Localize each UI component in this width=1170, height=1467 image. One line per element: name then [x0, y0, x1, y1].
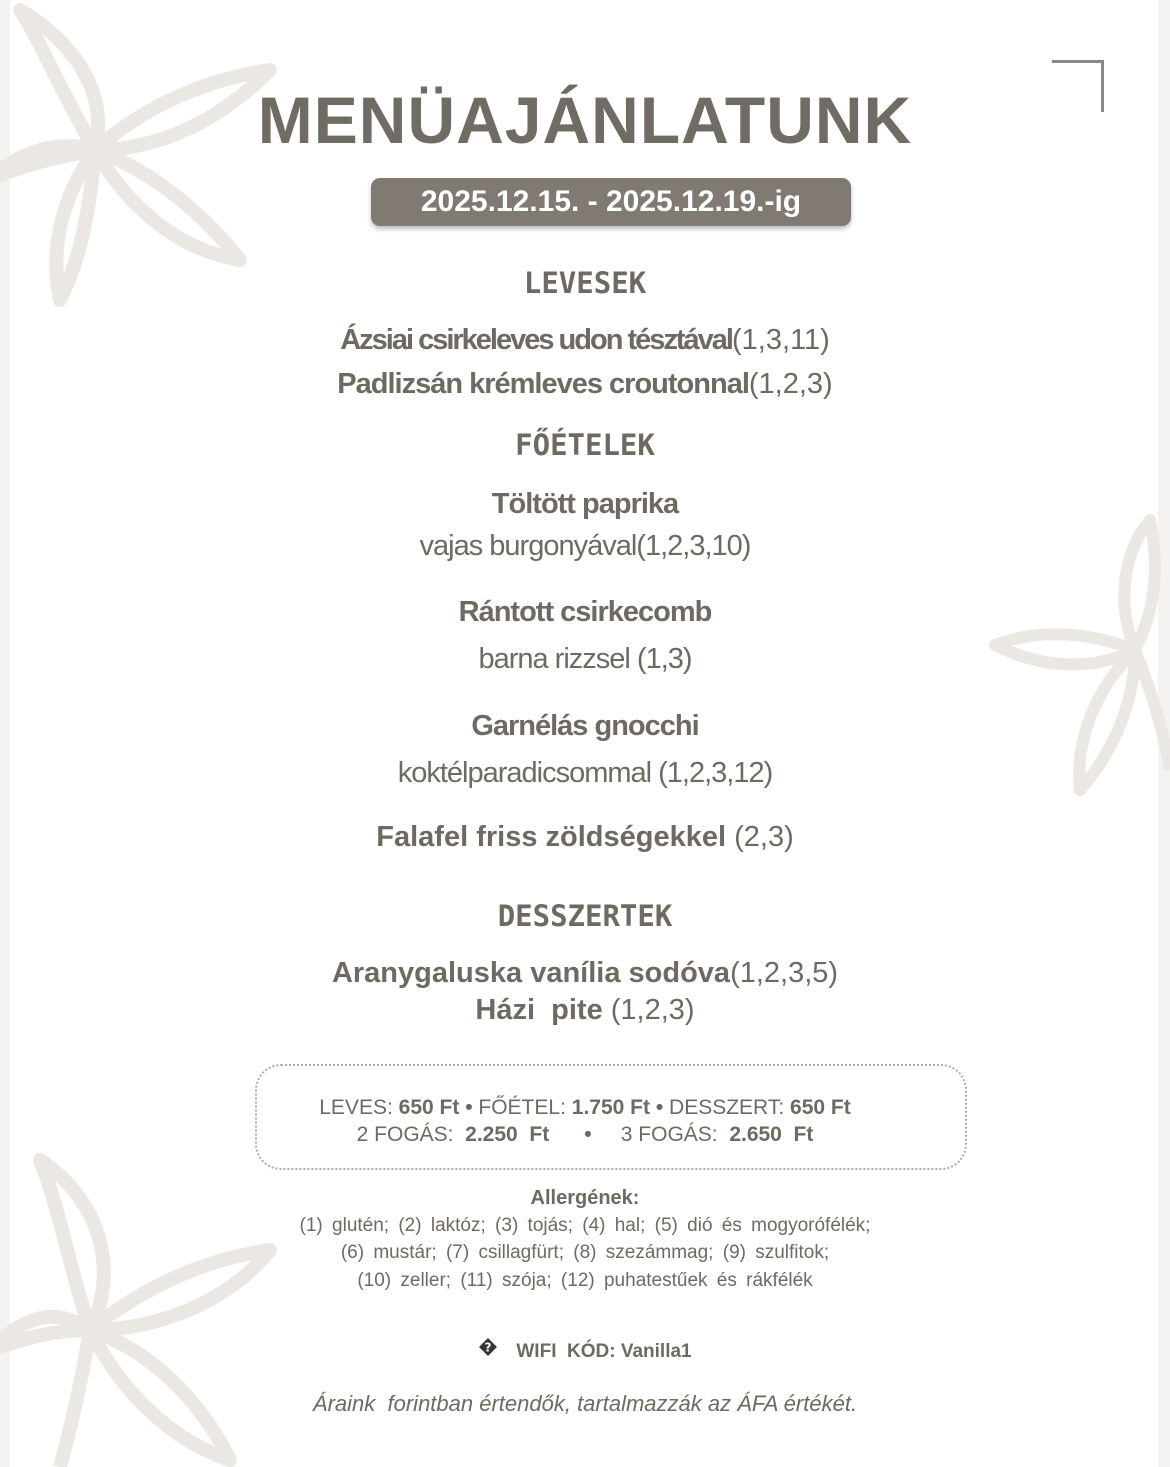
main-item-1-side: vajas burgonyával(1,2,3,10)	[419, 530, 751, 562]
soup-item-1-name: Ázsiai csirkeleves udon tésztával	[340, 324, 732, 356]
wifi-icon	[478, 1337, 498, 1363]
dessert-item-1-name: Aranygaluska vanília sodóva	[331, 957, 731, 989]
main-item-4-name: Falafel friss zöldségekkel	[376, 821, 727, 853]
price-line-combo	[0, 1123, 1170, 1147]
soup-price-label: LEVES:	[319, 1096, 393, 1119]
soup-item-1-allergens: (1,3,11)	[732, 324, 830, 356]
footer-note: Áraink forintban értendők, tartalmazzák az ÁFA értékét.	[312, 1391, 858, 1416]
dessert-item-1-allergens: (1,2,3,5)	[730, 957, 839, 989]
main-item-1-name-line	[0, 488, 1170, 521]
main-item-4-allergens: (2,3)	[726, 821, 794, 853]
main-item-2-side: barna rizzsel (1,3)	[478, 643, 692, 675]
price-bullet: •	[465, 1096, 473, 1119]
dessert-item-2	[0, 994, 1170, 1027]
allergens-line-3: (10) zeller; (11) szója; (12) puhatestűek és rákfélék	[357, 1270, 813, 1291]
section-heading-mains: FŐÉTELEK	[515, 428, 655, 462]
section-heading-soups: LEVESEK	[523, 266, 647, 300]
two-course-price: 2.250 Ft	[465, 1123, 550, 1146]
page-title: MENÜAJÁNLATUNK	[257, 83, 913, 157]
price-bullet: •	[655, 1096, 664, 1119]
three-course-label: 3 FOGÁS:	[620, 1123, 718, 1146]
wifi-line	[0, 1337, 1170, 1363]
svg-text:?: ?	[484, 1340, 492, 1355]
main-item-3-name: Garnélás gnocchi	[471, 710, 699, 742]
main-item-3-name-line	[0, 710, 1170, 743]
main-item-3-side: koktélparadicsommal (1,2,3,12)	[397, 757, 773, 789]
date-range-badge: 2025.12.15. - 2025.12.19.-ig	[371, 178, 851, 226]
soup-item-1	[0, 324, 1170, 357]
price-line-single	[0, 1096, 1170, 1120]
soup-item-2	[0, 368, 1170, 401]
main-item-2-name: Rántott csirkecomb	[458, 596, 712, 628]
dessert-item-1	[0, 957, 1170, 990]
price-bullet: •	[584, 1123, 592, 1146]
soup-item-2-name: Padlizsán krémleves croutonnal	[337, 368, 749, 400]
dessert-price: 650 Ft	[790, 1096, 851, 1119]
soup-price: 650 Ft	[398, 1096, 460, 1119]
allergens-title: Allergének:	[530, 1187, 640, 1209]
dessert-price-label: DESSZERT:	[669, 1096, 785, 1119]
dessert-item-2-allergens: (1,2,3)	[602, 994, 695, 1026]
main-item-1-name: Töltött paprika	[491, 488, 679, 520]
main-price-label: FŐÉTEL:	[478, 1096, 566, 1119]
soup-item-2-allergens: (1,2,3)	[748, 368, 833, 400]
allergens-line-2: (6) mustár; (7) csillagfürt; (8) szezámmag; (9) szulfitok;	[340, 1242, 830, 1263]
main-item-2-name-line	[0, 596, 1170, 629]
dessert-item-2-name: Házi pite	[475, 994, 603, 1026]
main-item-4	[0, 821, 1170, 854]
three-course-price: 2.650 Ft	[729, 1123, 814, 1146]
two-course-label: 2 FOGÁS:	[356, 1123, 454, 1146]
allergens-line-1: (1) glutén; (2) laktóz; (3) tojás; (4) hal; (5) dió és mogyorófélék;	[299, 1215, 871, 1236]
section-heading-desserts: DESSZERTEK	[497, 899, 673, 933]
wifi-code: WIFI KÓD: Vanilla1	[516, 1341, 692, 1362]
main-price: 1.750 Ft	[571, 1096, 650, 1119]
